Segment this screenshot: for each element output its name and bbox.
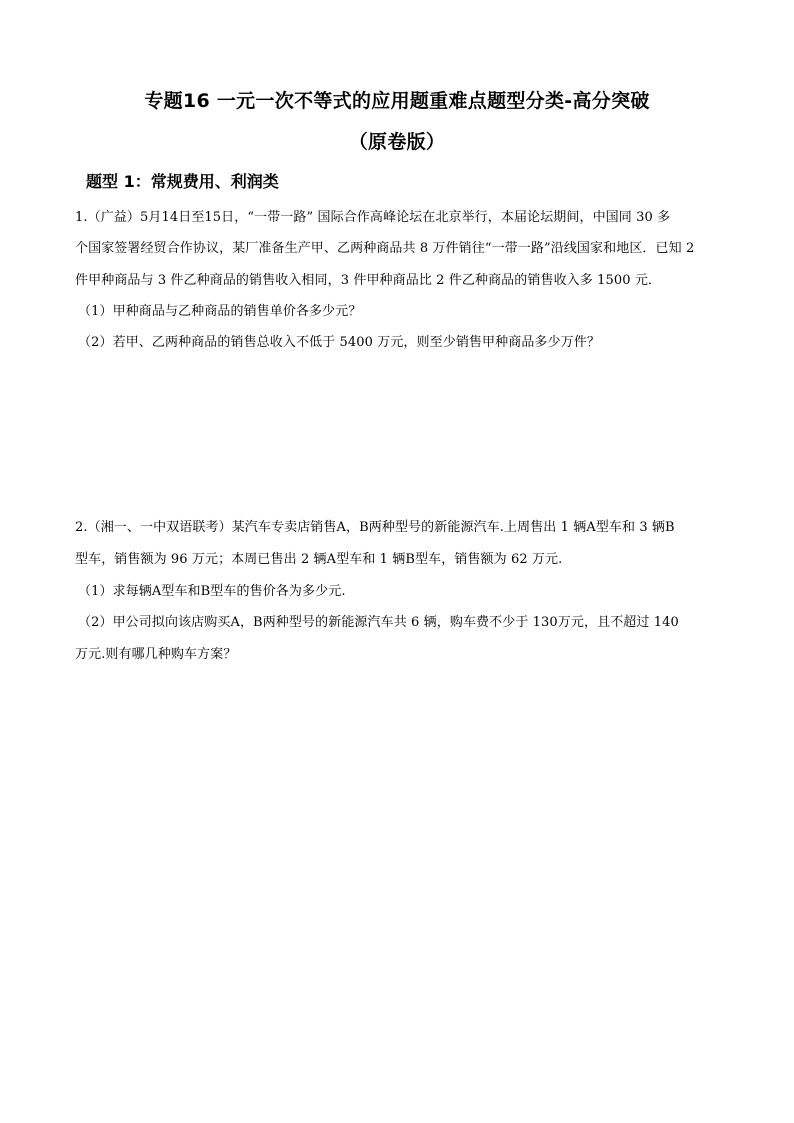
question-1-part-2: （2）若甲、乙两种商品的销售总收入不低于 5400 万元，则至少销售甲种商品多少万件？ xyxy=(78,335,600,350)
question-2-line-1: 2.（湘一、一中双语联考）某汽车专卖店销售A，B两种型号的新能源汽车.上周售出 1 辆A型车和 3 辆B xyxy=(75,520,675,535)
question-2-part-2-line-2: 万元.则有哪几种购车方案？ xyxy=(75,647,237,662)
question-1-line-3: 件甲种商品与 3 件乙种商品的销售收入相同，3 件甲种商品比 2 件乙种商品的销售收入多 1500 元． xyxy=(75,273,662,288)
question-1-line-2: 个国家签署经贸合作协议，某厂准备生产甲、乙两种商品共 8 万件销往“一带一路”沿线国家和地区．已知 2 xyxy=(75,241,695,256)
question-1-line-1: 1.（广益）5月14日至15日，“一带一路” 国际合作高峰论坛在北京举行，本届论坛期间，中国同 30 多 xyxy=(75,210,671,225)
question-1-part-1: （1）甲种商品与乙种商品的销售单价各多少元？ xyxy=(78,304,362,319)
document-title: 专题16 一元一次不等式的应用题重难点题型分类-高分突破 xyxy=(144,90,650,112)
question-2-line-2: 型车，销售额为 96 万元；本周已售出 2 辆A型车和 1 辆B型车，销售额为 62 万元. xyxy=(75,552,563,567)
document-subtitle: （原卷版） xyxy=(348,131,446,153)
section-heading: 题型 1：常规费用、利润类 xyxy=(86,172,279,191)
question-2-part-2-line-1: （2）甲公司拟向该店购买A，B两种型号的新能源汽车共 6 辆，购车费不少于 130万元，且不超过 140 xyxy=(78,615,679,630)
question-2-part-1: （1）求每辆A型车和B型车的售价各为多少元. xyxy=(78,584,346,599)
